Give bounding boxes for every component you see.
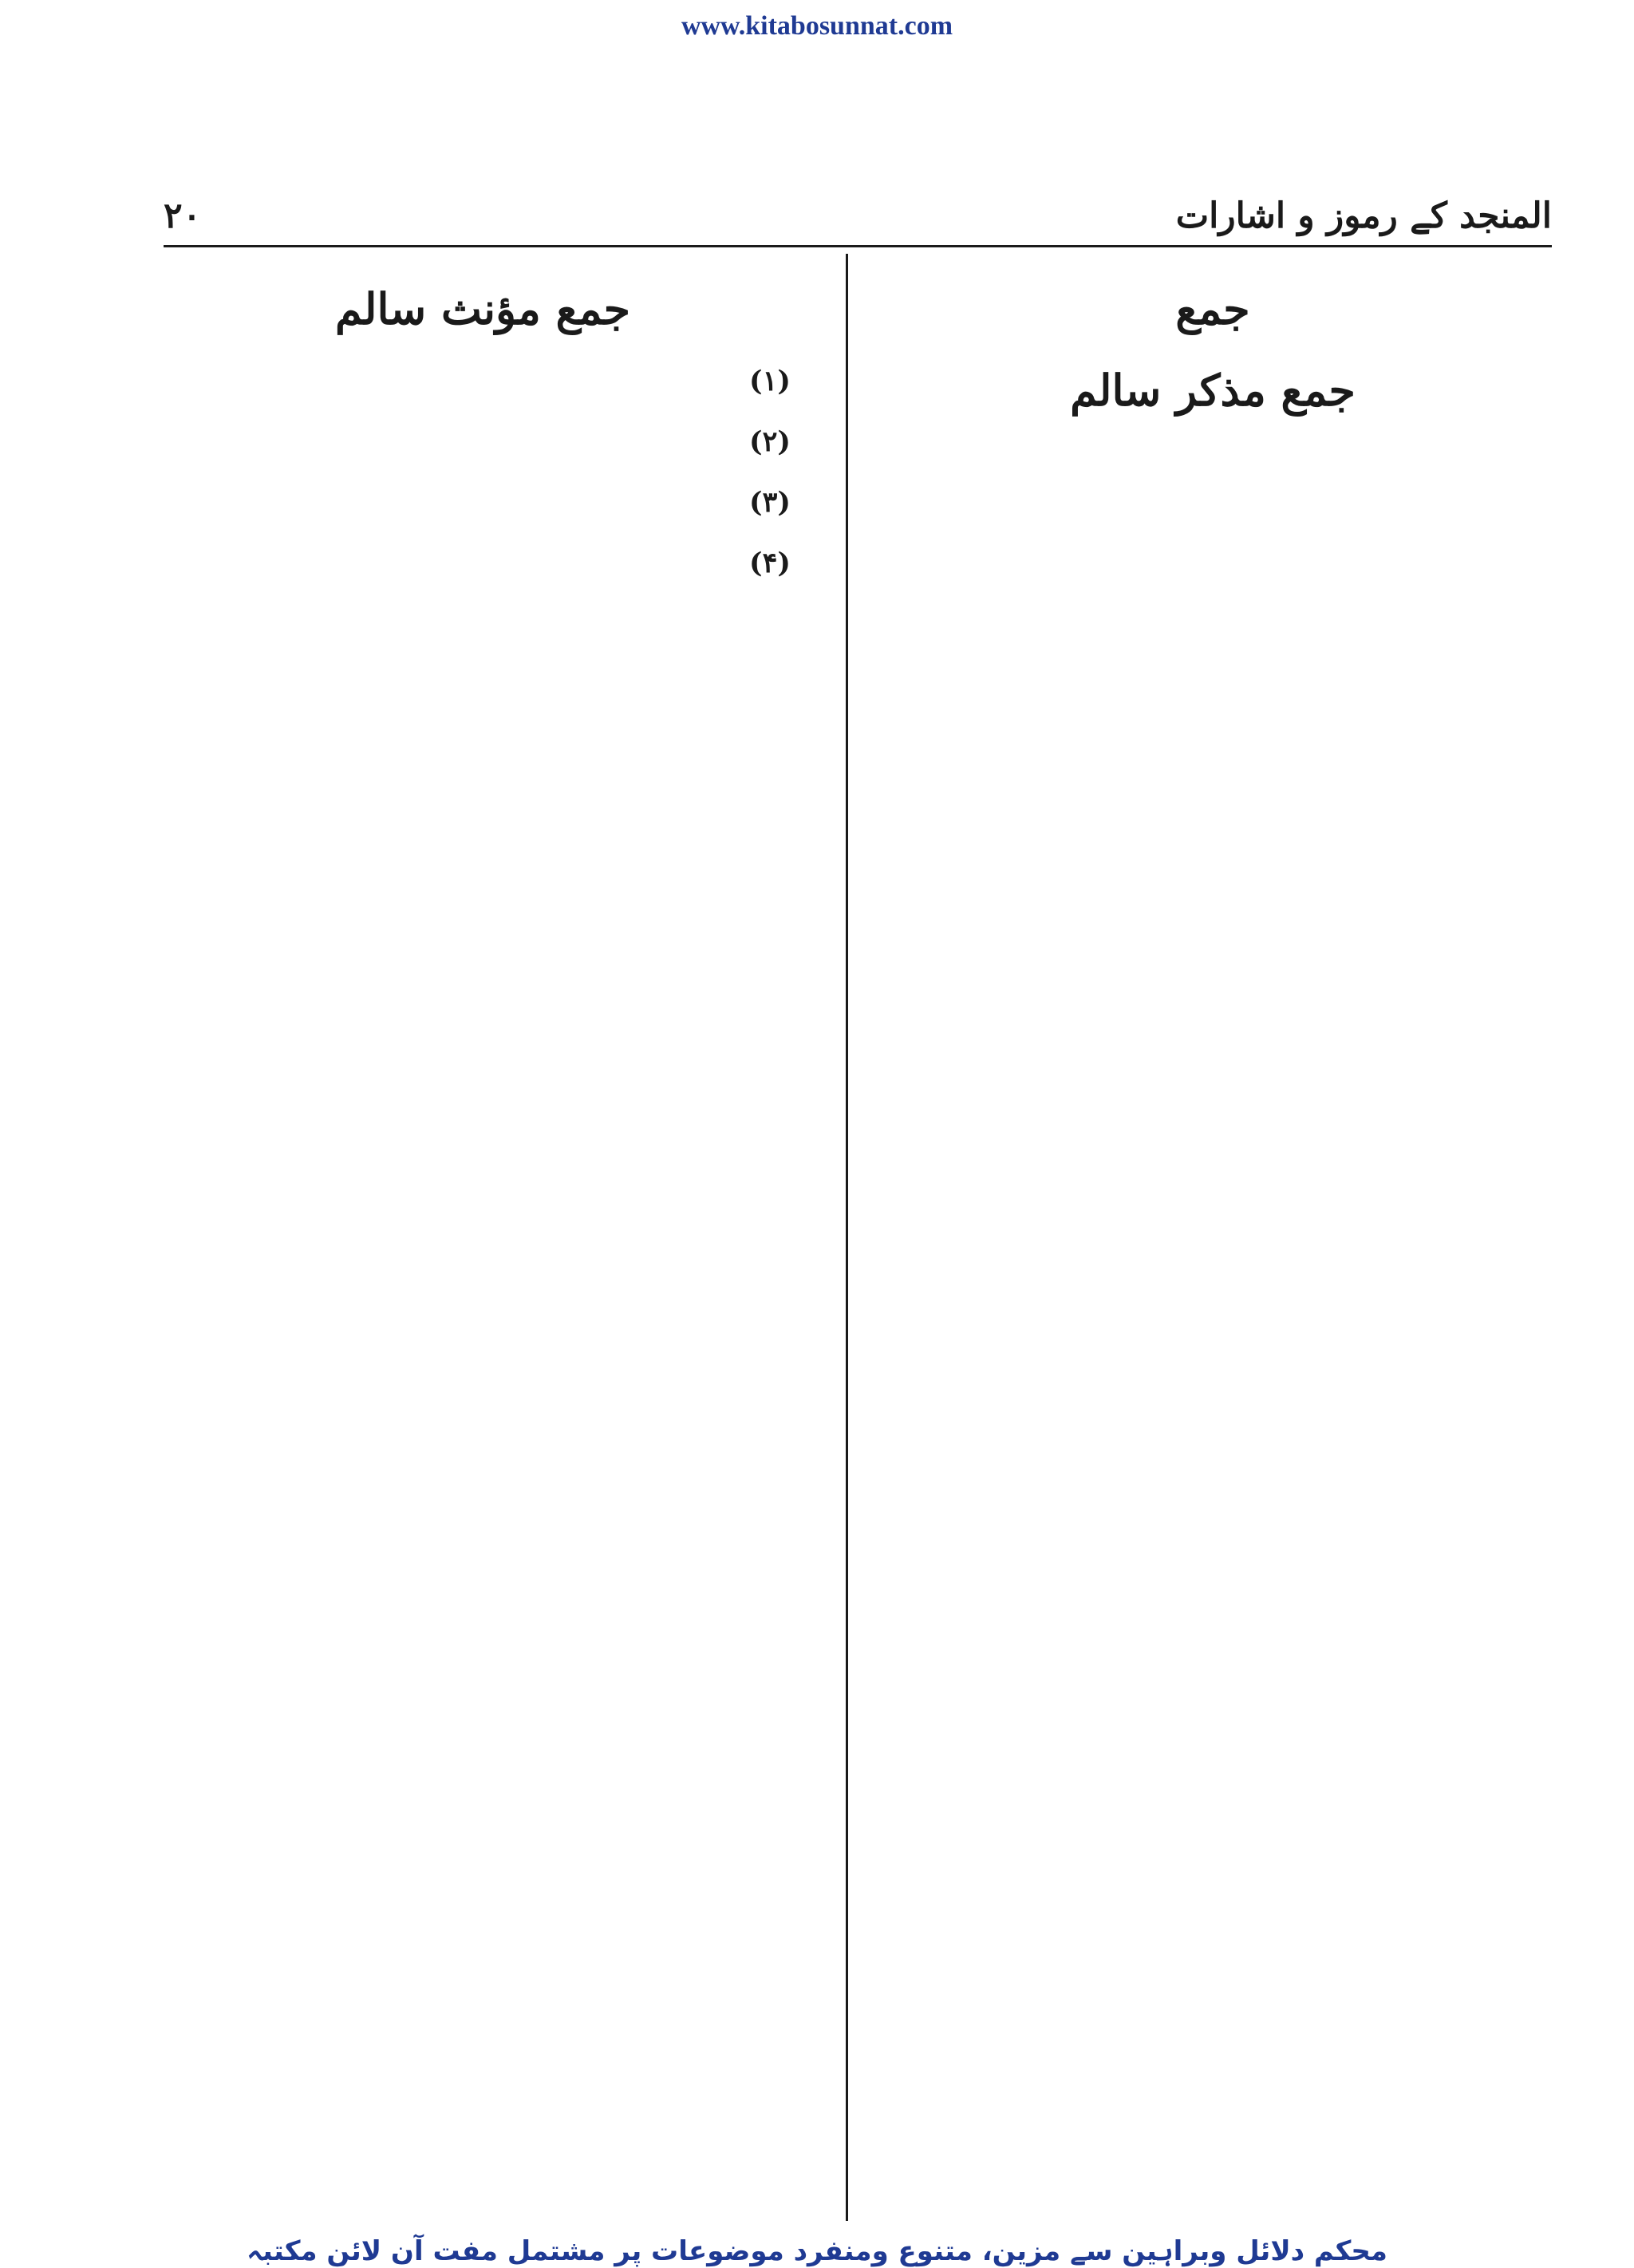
- column-divider: [846, 254, 848, 2221]
- section-heading-jama: جمع: [1175, 283, 1250, 334]
- item-text: [156, 358, 730, 405]
- numbered-item: [156, 358, 810, 405]
- item-text: [156, 480, 730, 526]
- section-heading-muannath-salim: جمع مؤنث سالم: [335, 283, 630, 334]
- item-number: (۳): [749, 486, 791, 519]
- numbered-item: [156, 540, 810, 587]
- footer-tagline: محکم دلائل وبراہین سے مزین، متنوع ومنفرد موضوعات پر مشتمل مفت آن لائن مکتبہ: [247, 2235, 1387, 2267]
- item-text: [156, 419, 730, 465]
- item-number: (۲): [749, 425, 791, 458]
- running-head: المنجد کے رموز و اشارات: [1175, 196, 1552, 236]
- page-number: ۲۰: [164, 196, 202, 236]
- section-heading-mudhakkar-salim: جمع مذکر سالم: [1070, 365, 1356, 416]
- site-url-link[interactable]: www.kitabosunnat.com: [681, 11, 953, 41]
- item-number: (۱): [749, 365, 791, 397]
- item-text: [156, 540, 730, 587]
- numbered-item: [156, 480, 810, 526]
- left-column: [156, 259, 810, 2223]
- numbered-item: [156, 419, 810, 465]
- page-header: [164, 196, 1552, 247]
- item-number: (۴): [749, 547, 791, 579]
- right-column: [886, 259, 1540, 2223]
